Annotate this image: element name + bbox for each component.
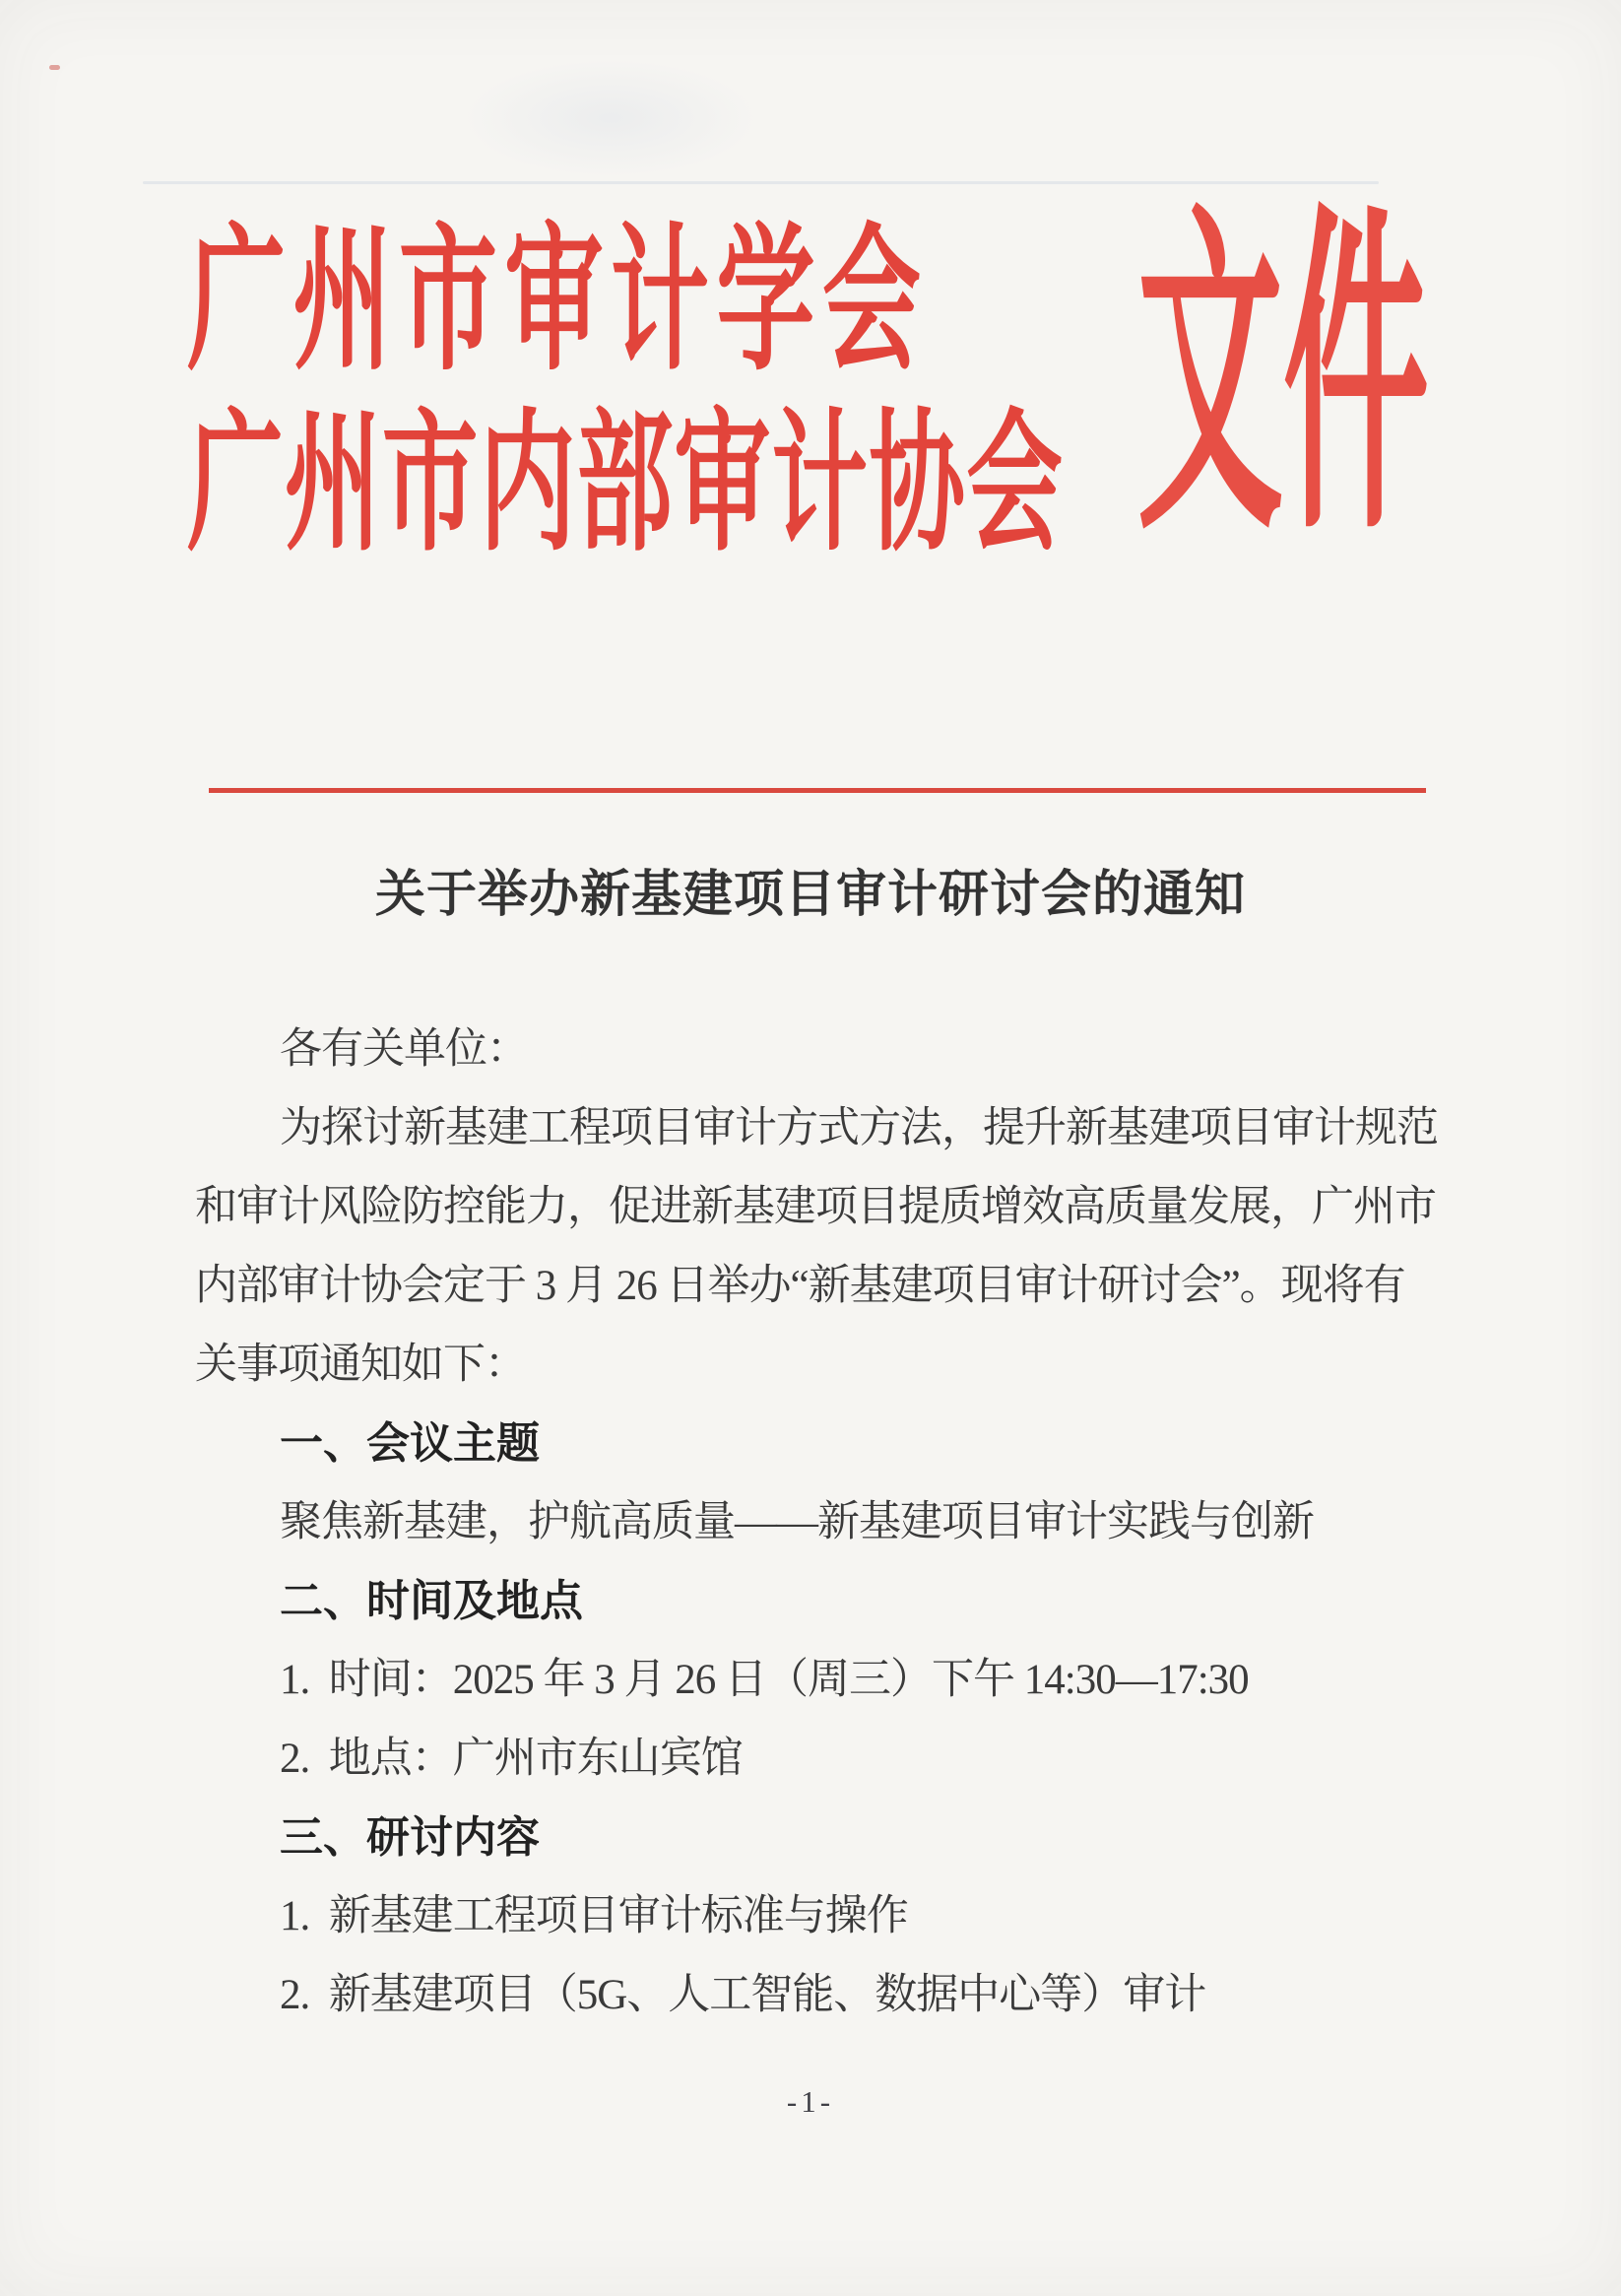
document-title: 关于举办新基建项目审计研讨会的通知 [374, 866, 1246, 922]
scan-speck-artifact [49, 65, 60, 70]
scan-smudge-artifact [463, 59, 758, 177]
section-heading-3: 三、研讨内容 [280, 1813, 540, 1862]
topic-item-line: 1. 新基建工程项目审计标准与操作 [280, 1893, 908, 1939]
doc-type-mark: 文件 [1137, 190, 1429, 569]
paragraph-line: 为探讨新基建工程项目审计方式方法，提升新基建项目审计规范 [280, 1105, 1438, 1151]
paragraph-line: 关事项通知如下： [195, 1342, 526, 1388]
topic-item-line: 2. 新基建项目（5G、人工智能、数据中心等）审计 [280, 1972, 1206, 2018]
section-heading-2: 二、时间及地点 [280, 1577, 583, 1625]
scan-streak-artifact [143, 181, 1379, 184]
paragraph-line: 内部审计协会定于 3 月 26 日举办“新基建项目审计研讨会”。现将有 [195, 1263, 1405, 1309]
org-name-line1: 广州市审计学会 [187, 214, 929, 389]
time-item-line: 1. 时间：2025 年 3 月 26 日（周三）下午 14:30—17:30 [280, 1657, 1249, 1703]
org-name-line2: 广州市内部审计协会 [187, 400, 1065, 569]
meeting-theme-line: 聚焦新基建，护航高质量——新基建项目审计实践与创新 [280, 1499, 1314, 1545]
paragraph-line: 和审计风险防控能力，促进新基建项目提质增效高质量发展，广州市 [195, 1184, 1436, 1230]
section-heading-1: 一、会议主题 [280, 1419, 540, 1468]
salutation-line: 各有关单位： [280, 1026, 528, 1073]
letterhead-divider [209, 788, 1426, 793]
location-item-line: 2. 地点：广州市东山宾馆 [280, 1736, 743, 1782]
document-body [195, 1011, 1446, 2035]
page-number: -1- [786, 2084, 835, 2119]
